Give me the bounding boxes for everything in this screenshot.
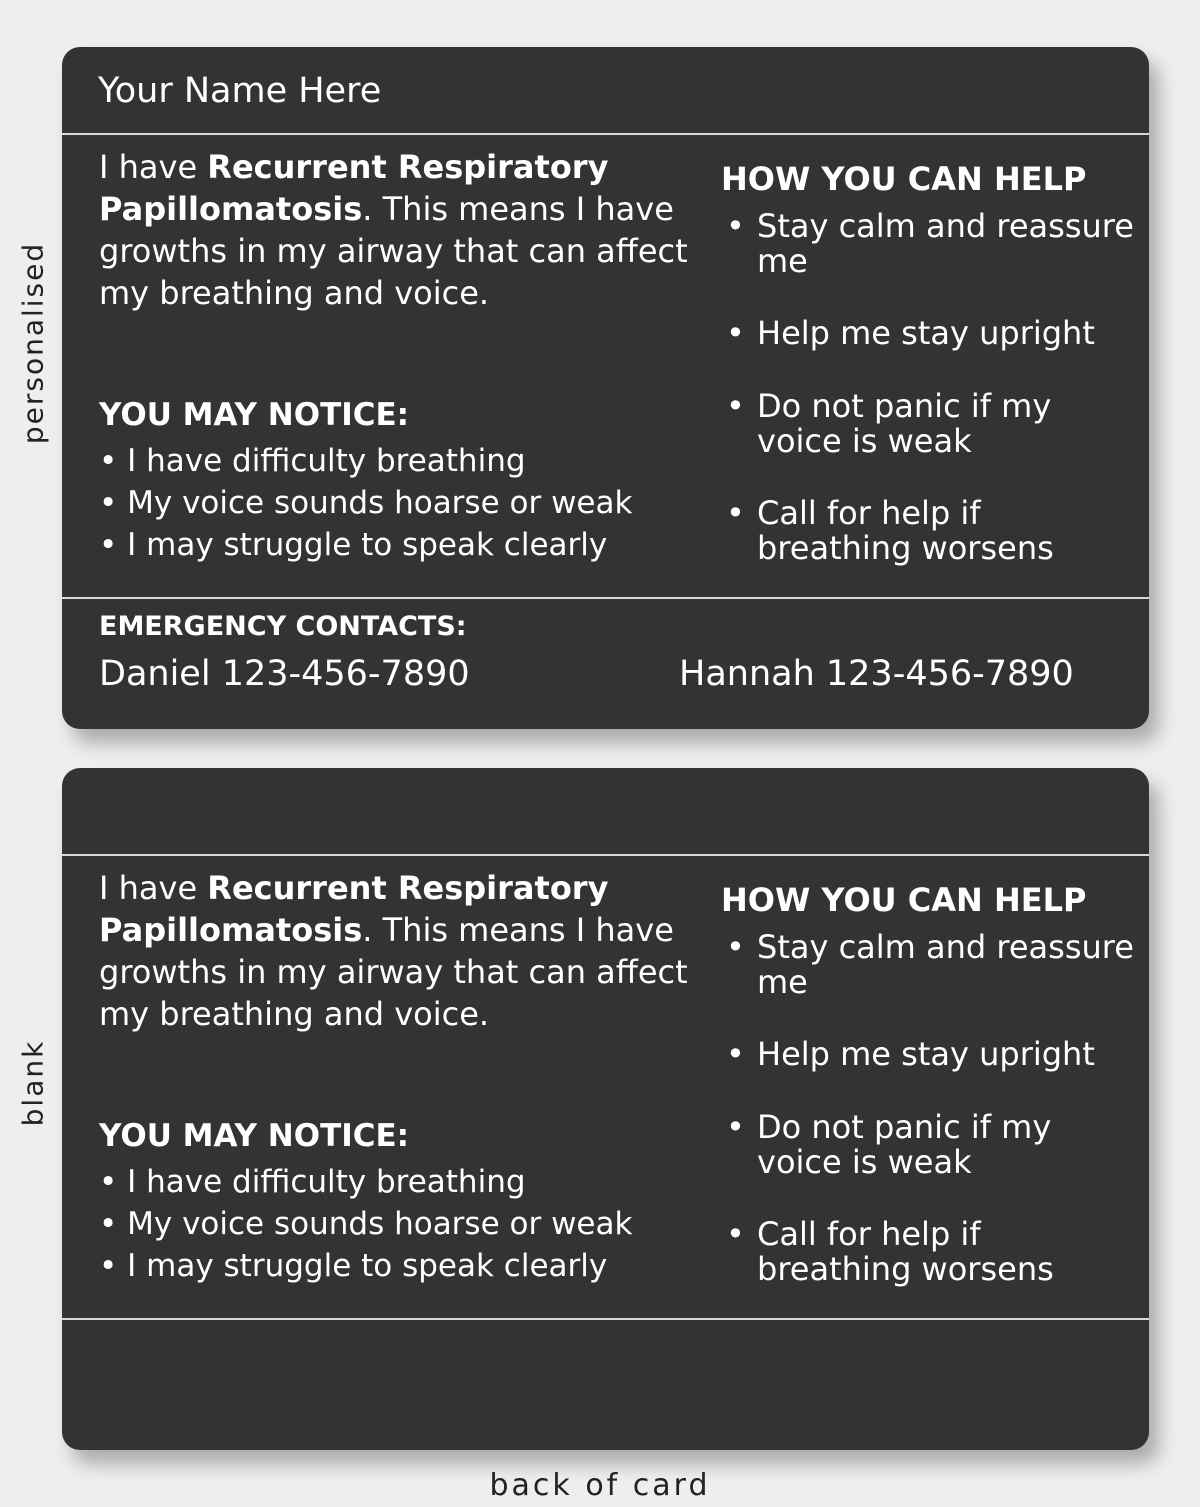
intro-body: This means I have growths in my airway that can affect my breathing and voice. [99, 190, 688, 312]
notice-item: • My voice sounds hoarse or weak [99, 1206, 633, 1242]
back-of-card-label: back of card [489, 1468, 711, 1503]
bullet-icon: • [726, 1108, 745, 1146]
help-item-text: Do not panic if my voice is weak [757, 387, 1052, 460]
bottom-divider [62, 597, 1149, 599]
intro-body: This means I have growths in my airway that can affect my breathing and voice. [99, 911, 688, 1033]
intro-suffix: . [362, 911, 373, 949]
intro-suffix: . [362, 190, 373, 228]
top-divider [62, 133, 1149, 135]
condition-name: Recurrent Respiratory Papillomatosis [99, 869, 609, 949]
bullet-icon: • [726, 314, 745, 352]
help-item [726, 209, 1136, 279]
personalised-card [62, 47, 1149, 729]
intro-prefix: I have [99, 869, 208, 907]
notice-item: • I have difficulty breathing [99, 1164, 526, 1200]
intro-prefix: I have [99, 148, 208, 186]
bullet-icon: • [726, 207, 745, 245]
help-item [726, 316, 1136, 351]
bullet-icon: • [726, 387, 745, 425]
help-item-text: Help me stay upright [757, 1035, 1095, 1073]
cardholder-name: Your Name Here [98, 71, 382, 111]
notice-item: • I may struggle to speak clearly [99, 527, 608, 563]
bullet-icon: • [726, 1035, 745, 1073]
help-item-text: Help me stay upright [757, 314, 1095, 352]
help-item [726, 1217, 1136, 1287]
help-item-text: Call for help if breathing worsens [757, 1215, 1054, 1288]
blank-card [62, 768, 1149, 1450]
emergency-heading: EMERGENCY CONTACTS: [99, 611, 467, 642]
help-item-text: Call for help if breathing worsens [757, 494, 1054, 567]
notice-item: • I have difficulty breathing [99, 443, 526, 479]
help-heading: HOW YOU CAN HELP [721, 160, 1087, 198]
bullet-icon: • [726, 1215, 745, 1253]
emergency-contact: Hannah 123-456-7890 [679, 654, 1074, 694]
top-divider [62, 854, 1149, 856]
help-item-text: Stay calm and reassure me [757, 207, 1134, 280]
emergency-contact: Daniel 123-456-7890 [99, 654, 470, 694]
bottom-divider [62, 1318, 1149, 1320]
notice-item: • My voice sounds hoarse or weak [99, 485, 633, 521]
notice-heading: YOU MAY NOTICE: [99, 1118, 410, 1154]
help-item [726, 1037, 1136, 1072]
bullet-icon: • [726, 494, 745, 532]
help-item [726, 496, 1136, 566]
help-item-text: Stay calm and reassure me [757, 928, 1134, 1001]
condition-intro [99, 146, 699, 314]
help-item-text: Do not panic if my voice is weak [757, 1108, 1052, 1181]
notice-heading: YOU MAY NOTICE: [99, 397, 410, 433]
help-item [726, 1110, 1136, 1180]
notice-list [99, 1161, 632, 1287]
blank-label: blank [16, 1039, 50, 1127]
bullet-icon: • [726, 928, 745, 966]
condition-intro [99, 867, 699, 1035]
notice-list [99, 440, 632, 566]
personalised-label: personalised [16, 241, 50, 445]
condition-name: Recurrent Respiratory Papillomatosis [99, 148, 609, 228]
help-item [726, 930, 1136, 1000]
help-heading: HOW YOU CAN HELP [721, 881, 1087, 919]
notice-item: • I may struggle to speak clearly [99, 1248, 608, 1284]
help-item [726, 389, 1136, 459]
